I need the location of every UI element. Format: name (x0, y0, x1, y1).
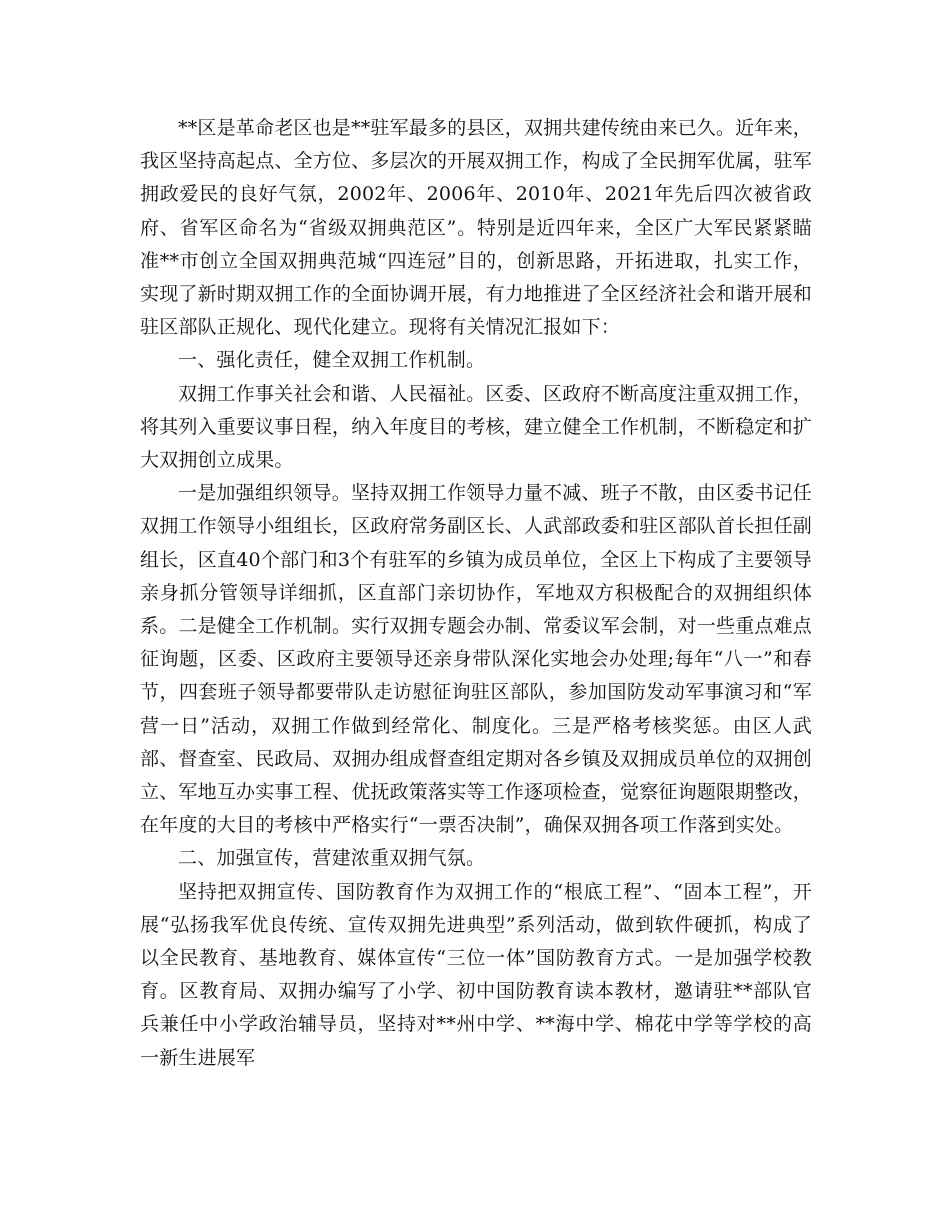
document-body (140, 112, 812, 1075)
section-heading-2: 二、加强宣传，营建浓重双拥气氛。 (178, 847, 486, 870)
section-1-detail-paragraph: 一是加强组织领导。坚持双拥工作领导力量不减、班子不散，由区委书记任双拥工作领导小组组长，区政府常务副区长、人武部政委和驻区部队首长担任副组长，区直40个部门和3个有驻军的乡镇为成员单位，全区上下构成了主要领导亲身抓分管领导详细抓，区直部门亲切协作，军地双方积极配合的双拥组织体系。二是健全工作机制。实行双拥专题会办制、常委议军会制，对一些重点难点征询题，区委、区政府主要领导还亲身带队深化实地会办处理;每年“八一”和春节，四套班子领导都要带队走访慰征询驻区部队，参加国防发动军事演习和“军营一日”活动，双拥工作做到经常化、制度化。三是严格考核奖惩。由区人武部、督查室、民政局、双拥办组成督查组定期对各乡镇及双拥成员单位的双拥创立、军地互办实事工程、优抚政策落实等工作逐项检查，觉察征询题限期整改，在年度的大目的考核中严格实行“一票否决制”，确保双拥各项工作落到实处。 (140, 482, 813, 837)
section-1-paragraph: 双拥工作事关社会和谐、人民福祉。区委、区政府不断高度注重双拥工作，将其列入重要议事日程，纳入年度目的考核，建立健全工作机制，不断稳定和扩大双拥创立成果。 (140, 382, 813, 472)
section-2-paragraph: 坚持把双拥宣传、国防教育作为双拥工作的“根底工程”、“固本工程”，开展“弘扬我军优良传统、宣传双拥先进典型”系列活动，做到软件硬抓，构成了以全民教育、基地教育、媒体宣传“三位一体”国防教育方式。一是加强学校教育。区教育局、双拥办编写了小学、初中国防教育读本教材，邀请驻**部队官兵兼任中小学政治辅导员，坚持对**州中学、**海中学、棉花中学等学校的高一新生进展军 (140, 880, 812, 1069)
section-heading-1: 一、强化责任，健全双拥工作机制。 (178, 349, 486, 372)
intro-paragraph: **区是革命老区也是**驻军最多的县区，双拥共建传统由来已久。近年来，我区坚持高起点、全方位、多层次的开展双拥工作，构成了全民拥军优属，驻军拥政爱民的良好气氛，2002年、2006年、2010年、2021年先后四次被省政府、省军区命名为“省级双拥典范区”。特别是近四年来，全区广大军民紧紧瞄准**市创立全国双拥典范城“四连冠”目的，创新思路，开拓进取，扎实工作，实现了新时期双拥工作的全面协调开展，有力地推进了全区经济社会和谐开展和驻区部队正规化、现代化建立。现将有关情况汇报如下： (140, 117, 813, 339)
